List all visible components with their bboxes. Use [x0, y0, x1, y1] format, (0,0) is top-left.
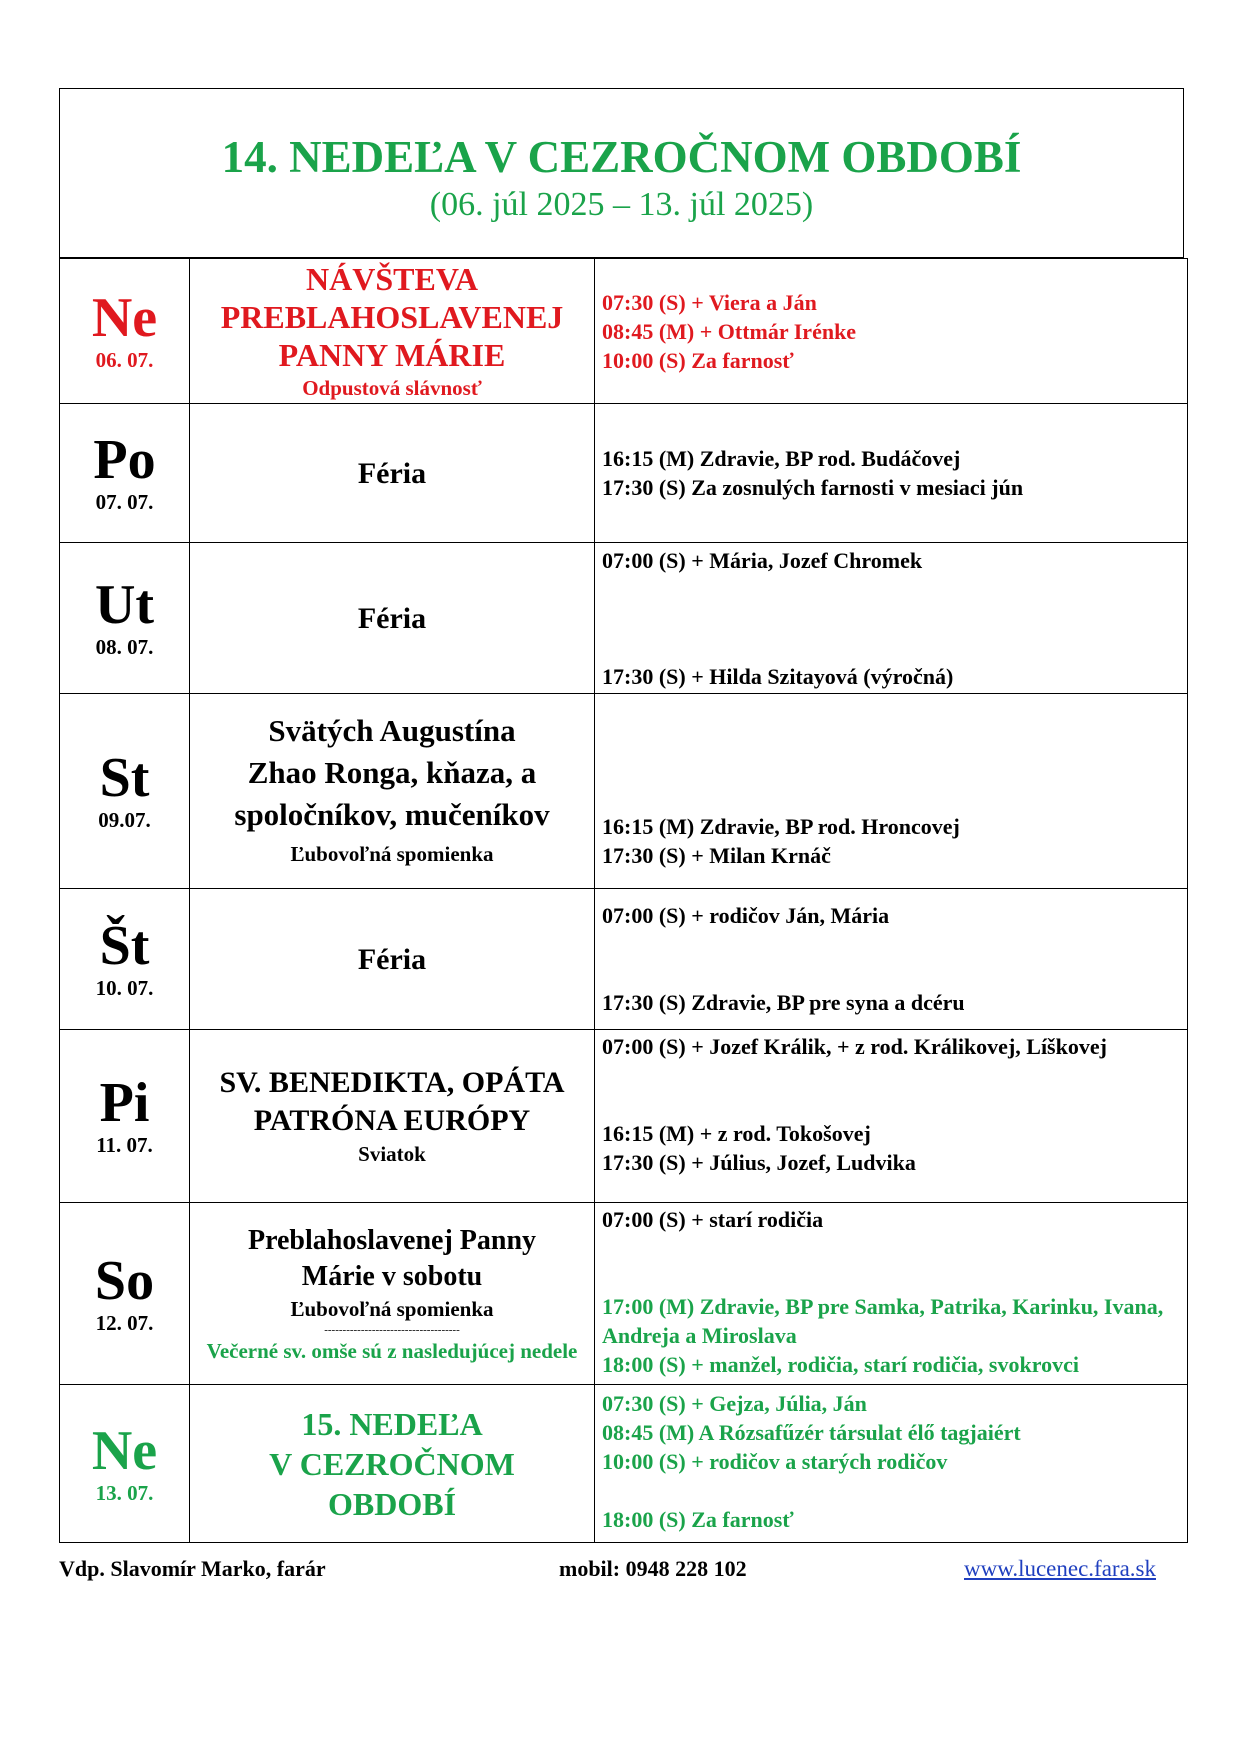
- day-date: 10. 07.: [95, 976, 154, 1000]
- priest-name: Vdp. Slavomír Marko, farár: [59, 1556, 326, 1581]
- bulletin-header: [59, 88, 1184, 258]
- mass-cell: [595, 1385, 1188, 1543]
- schedule-row-tuesday: [60, 543, 1188, 694]
- feast-line: Preblahoslavenej Panny: [247, 1224, 537, 1256]
- feast-line: Márie v sobotu: [301, 1260, 483, 1292]
- mass-entry: 08:45 (M) A Rózsafűzér társulat élő tagjaiért: [602, 1420, 1021, 1445]
- day-date: 06. 07.: [95, 348, 154, 372]
- schedule-row-saturday: [60, 1203, 1188, 1385]
- mass-entry: 08:45 (M) + Ottmár Irénke: [602, 318, 857, 344]
- feast-line: OBDOBÍ: [327, 1485, 457, 1522]
- day-abbr: St: [99, 747, 150, 809]
- mass-cell: [595, 1030, 1188, 1203]
- feast-cell: [190, 1030, 595, 1203]
- mass-schedule-table: [59, 258, 1188, 1543]
- day-date: 09.07.: [98, 808, 151, 832]
- day-abbr: Ne: [91, 287, 158, 349]
- feast-line: Féria: [357, 942, 427, 976]
- day-cell: [60, 404, 190, 543]
- mass-cell: [595, 889, 1188, 1030]
- schedule-row-friday: [60, 1030, 1188, 1203]
- mass-entry: 17:30 (S) + Hilda Szitayová (výročná): [602, 663, 954, 689]
- evening-mass-note: Večerné sv. omše sú z nasledujúcej nedele: [206, 1338, 578, 1363]
- day-abbr: Po: [93, 429, 156, 491]
- day-cell: [60, 1030, 190, 1203]
- feast-line: Zhao Ronga, kňaza, a: [247, 755, 537, 790]
- feast-line: Féria: [357, 456, 427, 490]
- mass-entry: 07:00 (S) + starí rodičia: [602, 1207, 824, 1232]
- feast-cell: [190, 1203, 595, 1385]
- phone-number: mobil: 0948 228 102: [559, 1556, 747, 1581]
- feast-cell: [190, 694, 595, 889]
- feast-line: Féria: [357, 601, 427, 635]
- separator-line: -------------------------------------: [324, 1323, 460, 1336]
- feast-line: PATRÓNA EURÓPY: [253, 1104, 531, 1137]
- day-date: 07. 07.: [95, 490, 154, 514]
- schedule-row-wednesday: [60, 694, 1188, 889]
- mass-entry: 07:30 (S) + Viera a Ján: [602, 289, 817, 315]
- day-cell: [60, 889, 190, 1030]
- feast-rank: Ľubovoľná spomienka: [290, 842, 494, 866]
- schedule-row-thursday: [60, 889, 1188, 1030]
- mass-entry: 07:00 (S) + Jozef Králik, + z rod. Králikovej, Líškovej: [602, 1034, 1107, 1059]
- day-date: 11. 07.: [96, 1133, 153, 1157]
- feast-cell: [190, 404, 595, 543]
- mass-entry: 16:15 (M) Zdravie, BP rod. Hroncovej: [602, 814, 960, 839]
- feast-line: 15. NEDEĽA: [301, 1405, 483, 1442]
- schedule-row-monday: [60, 404, 1188, 543]
- mass-entry: 07:00 (S) + rodičov Ján, Mária: [602, 903, 890, 928]
- feast-cell: [190, 1385, 595, 1543]
- schedule-row-sunday-0607: [60, 259, 1188, 404]
- mass-entry: 10:00 (S) Za farnosť: [602, 347, 794, 373]
- mass-cell: [595, 404, 1188, 543]
- bulletin-title: 14. NEDEĽA V CEZROČNOM OBDOBÍ: [221, 132, 1022, 182]
- feast-cell: [190, 889, 595, 1030]
- feast-line: SV. BENEDIKTA, OPÁTA: [219, 1066, 565, 1099]
- feast-cell: [190, 259, 595, 404]
- mass-entry: 07:00 (S) + Mária, Jozef Chromek: [602, 547, 923, 573]
- mass-entry: 17:30 (S) + Július, Jozef, Ludvika: [602, 1150, 916, 1175]
- feast-line: V CEZROČNOM: [269, 1445, 515, 1482]
- schedule-row-sunday-1307: [60, 1385, 1188, 1543]
- mass-cell: [595, 543, 1188, 694]
- day-abbr: Ut: [94, 574, 155, 636]
- mass-cell: [595, 694, 1188, 889]
- bulletin-sheet: [59, 88, 1184, 1543]
- feast-rank: Sviatok: [358, 1142, 426, 1166]
- feast-cell: [190, 543, 595, 694]
- day-date: 08. 07.: [95, 635, 154, 659]
- day-cell: [60, 543, 190, 694]
- mass-entry: 17:30 (S) Za zosnulých farnosti v mesiaci jún: [602, 475, 1024, 500]
- bulletin-date-range: (06. júl 2025 – 13. júl 2025): [429, 186, 814, 223]
- mass-entry: 07:30 (S) + Gejza, Júlia, Ján: [602, 1391, 867, 1416]
- day-date: 12. 07.: [95, 1310, 154, 1335]
- bulletin-footer: [59, 1556, 1184, 1586]
- feast-line: PREBLAHOSLAVENEJ: [220, 299, 564, 335]
- mass-cell: [595, 259, 1188, 404]
- mass-entry: 16:15 (M) Zdravie, BP rod. Budáčovej: [602, 446, 961, 471]
- day-cell: [60, 1385, 190, 1543]
- mass-entry: 10:00 (S) + rodičov a starých rodičov: [602, 1449, 948, 1474]
- day-abbr: So: [94, 1249, 155, 1312]
- website-link[interactable]: www.lucenec.fara.sk: [964, 1556, 1156, 1581]
- day-cell: [60, 259, 190, 404]
- day-cell: [60, 694, 190, 889]
- feast-line: NÁVŠTEVA: [306, 261, 478, 297]
- feast-line: PANNY MÁRIE: [278, 337, 506, 373]
- mass-cell: [595, 1203, 1188, 1385]
- day-date: 13. 07.: [95, 1480, 154, 1505]
- feast-rank: Odpustová slávnosť: [302, 376, 482, 400]
- day-abbr: Št: [99, 915, 150, 977]
- day-abbr: Pi: [99, 1072, 150, 1134]
- mass-entry: 18:00 (S) Za farnosť: [602, 1507, 794, 1532]
- mass-entry: 18:00 (S) + manžel, rodičia, starí rodičia, svokrovci: [602, 1352, 1079, 1377]
- feast-line: Svätých Augustína: [268, 713, 516, 748]
- feast-rank: Ľubovoľná spomienka: [290, 1296, 494, 1321]
- mass-entry: 16:15 (M) + z rod. Tokošovej: [602, 1121, 871, 1146]
- mass-entry: 17:30 (S) Zdravie, BP pre syna a dcéru: [602, 990, 965, 1015]
- day-cell: [60, 1203, 190, 1385]
- feast-line: spoločníkov, mučeníkov: [234, 797, 550, 832]
- mass-entry: 17:30 (S) + Milan Krnáč: [602, 843, 831, 868]
- mass-entry: 17:00 (M) Zdravie, BP pre Samka, Patrika, Karinku, Ivana, Andreja a Miroslava: [602, 1294, 1164, 1348]
- day-abbr: Ne: [91, 1419, 158, 1482]
